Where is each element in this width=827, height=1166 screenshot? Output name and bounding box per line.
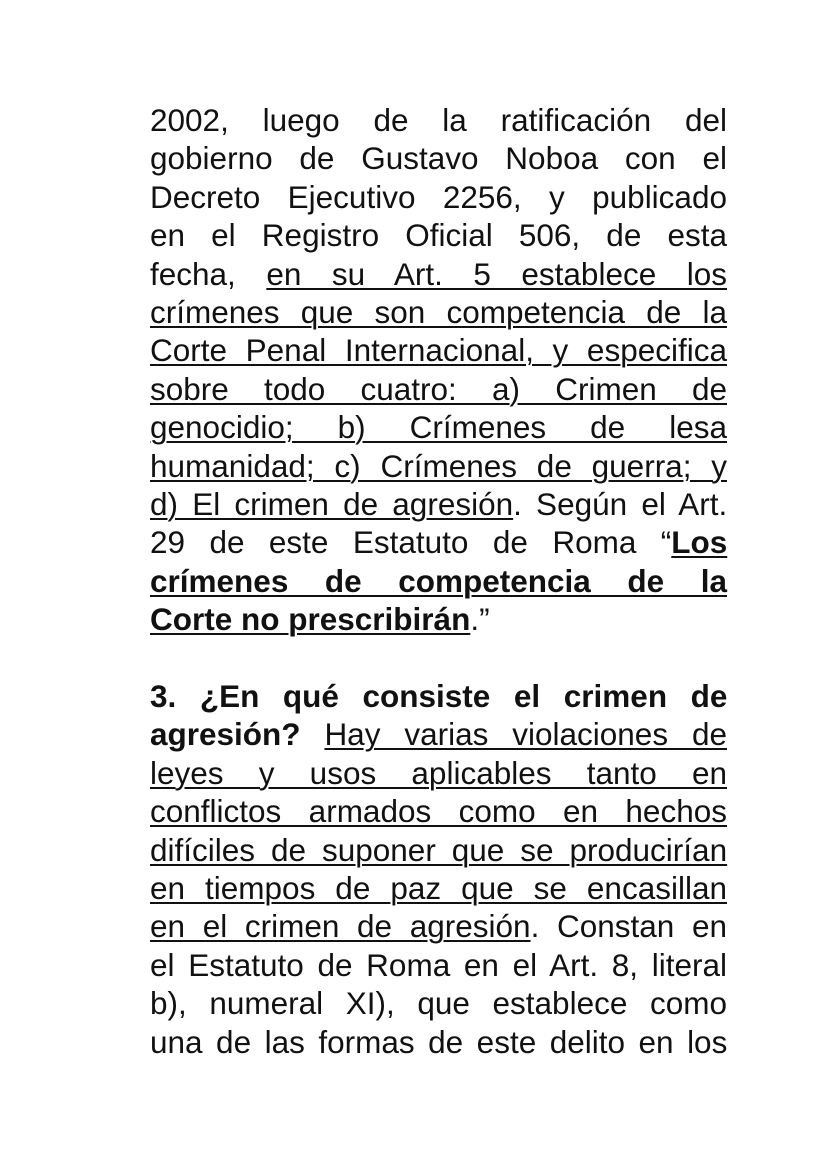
- text-line: el Estatuto de Roma en el Art. 8, literal: [150, 946, 727, 983]
- text-line: [150, 715, 727, 753]
- text-line: una de las formas de este delito en los: [150, 1023, 728, 1060]
- underlined-text: en el crimen de agresión: [150, 908, 531, 945]
- question-heading: 3. ¿En qué consiste el crimen de: [150, 678, 728, 714]
- text-line: [150, 293, 727, 331]
- underlined-text: crímenes que son competencia de la: [150, 293, 727, 330]
- text-line: [150, 408, 727, 446]
- bold-underlined-text: crímenes de competencia de la: [150, 562, 727, 599]
- text-line: Decreto Ejecutivo 2256, y publicado: [150, 178, 727, 215]
- underlined-text: difíciles de suponer que se producirían: [150, 831, 728, 868]
- text-line: Corte no prescribirán.”: [150, 601, 490, 638]
- underlined-text: leyes y usos aplicables tanto en: [150, 754, 727, 791]
- text-line: [150, 754, 727, 792]
- underlined-text: d) El crimen de agresión: [150, 485, 514, 522]
- text-line: fecha, en su Art. 5 establece los: [150, 255, 727, 292]
- text-line: [150, 677, 727, 715]
- text-line: [150, 792, 727, 830]
- underlined-text: Corte Penal Internacional, y especifica: [150, 332, 727, 369]
- text-line: [150, 370, 727, 408]
- underlined-text: conflictos armados como en hechos: [150, 793, 727, 830]
- underlined-text: Hay varias violaciones de: [324, 716, 727, 753]
- text-line: [150, 562, 727, 600]
- underlined-text: genocidio; b) Crímenes de lesa: [150, 409, 727, 446]
- text-line: [150, 869, 727, 907]
- text-line: [150, 447, 727, 485]
- paragraph-aggression-crime: [150, 677, 727, 1061]
- text-line: 2002, luego de la ratificación del: [150, 102, 727, 138]
- text-line: en el Registro Oficial 506, de esta: [150, 217, 727, 254]
- paragraph-rome-statute: [150, 101, 727, 638]
- text-line: en el crimen de agresión. Constan en: [150, 908, 727, 945]
- underlined-text: sobre todo cuatro: a) Crimen de: [150, 370, 727, 407]
- text-line: b), numeral XI), que establece como: [150, 985, 727, 1022]
- text-line: [150, 831, 727, 869]
- text-line: d) El crimen de agresión. Según el Art.: [150, 485, 728, 522]
- underlined-text: humanidad; c) Crímenes de guerra; y: [150, 447, 727, 484]
- question-heading: agresión?: [150, 716, 301, 753]
- bold-underlined-text: Corte no prescribirán: [150, 601, 471, 638]
- underlined-text: en su Art. 5 establece los: [266, 255, 727, 292]
- text-line: 29 de este Estatuto de Roma “Los: [150, 524, 728, 561]
- underlined-text: en tiempos de paz que se encasillan: [150, 869, 727, 906]
- bold-underlined-text: Los: [671, 524, 728, 561]
- text-line: gobierno de Gustavo Noboa con el: [150, 140, 727, 177]
- text-line: [150, 331, 727, 369]
